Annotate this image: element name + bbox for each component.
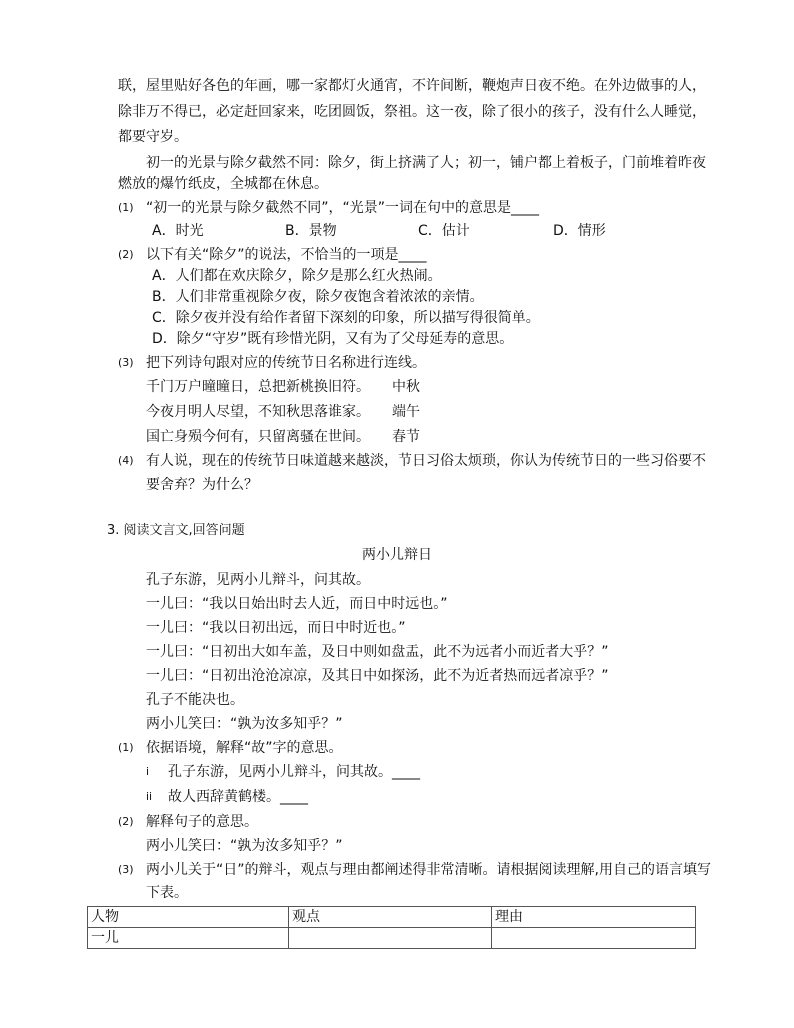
- option-b: B．景物: [285, 223, 337, 239]
- classical-text-line: 孔子不能决也。: [146, 692, 244, 708]
- question-number: (2): [118, 815, 134, 828]
- passage-line: 都要守岁。: [118, 129, 188, 145]
- option-a: A．人们都在欢庆除夕，除夕是那么红火热闹。: [152, 268, 442, 284]
- classical-text-line: 两小儿笑曰：“孰为汝多知乎？”: [146, 716, 343, 732]
- subquestion-2-quote: 两小儿笑曰：“孰为汝多知乎？”: [146, 838, 343, 854]
- subquestion-3-text: 下表。: [146, 885, 188, 901]
- table-header-person: 人物: [88, 907, 289, 928]
- passage-line: 联，屋里贴好各色的年画，哪一家都灯火通宵，不许间断，鞭炮声日夜不绝。在外边做事的人，: [118, 78, 706, 94]
- poem-line: 千门万户曈曈日，总把新桃换旧符。: [146, 379, 370, 395]
- question-number: (1): [118, 741, 134, 754]
- subquestion-3-text: 两小儿关于“日”的辩斗，观点与理由都阐述得非常清晰。请根据阅读理解,用自己的语言填写: [146, 862, 711, 878]
- table-header-viewpoint: 观点: [289, 907, 492, 928]
- classical-text-line: 一儿曰：“我以日始出时去人近，而日中时远也。”: [146, 596, 448, 612]
- festival-name: 春节: [392, 429, 420, 445]
- table-cell-person: 一儿: [88, 928, 289, 949]
- classical-text-line: 一儿曰：“日初出大如车盖，及日中则如盘盂，此不为远者小而近者大乎？”: [146, 644, 609, 660]
- question-number: (3): [118, 356, 134, 369]
- item-mark: ii: [146, 790, 153, 803]
- table-header-reason: 理由: [492, 907, 696, 928]
- classical-text-line: 一儿曰：“日初出沧沧凉凉，及其日中如探汤，此不为近者热而远者凉乎？”: [146, 668, 609, 684]
- passage-line: 燃放的爆竹纸皮，全城都在休息。: [118, 176, 328, 192]
- item-text: 孔子东游，见两小儿辩斗，问其故。____: [168, 764, 420, 780]
- option-d: D．除夕“守岁”既有珍惜光阴，又有为了父母延寿的意思。: [152, 331, 514, 347]
- question-number: (1): [118, 201, 134, 214]
- subquestion-2-text: 解释句子的意思。: [146, 814, 258, 830]
- passage-line: 初一的光景与除夕截然不同：除夕，街上挤满了人；初一，铺户都上着板子，门前堆着昨夜: [146, 155, 706, 171]
- passage-title: 两小儿辩日: [362, 547, 432, 563]
- question-number: (4): [118, 454, 134, 467]
- option-c: C．估计: [418, 223, 470, 239]
- question-4-text: 有人说，现在的传统节日味道越来越淡，节日习俗太烦琐，你认为传统节日的一些习俗要不: [146, 453, 706, 469]
- question-1-text: “初一的光景与除夕截然不同”，“光景”一词在句中的意思是____: [146, 200, 540, 216]
- classical-text-line: 孔子东游，见两小儿辩斗，问其故。: [146, 572, 370, 588]
- festival-name: 中秋: [392, 379, 420, 395]
- question-2-text: 以下有关“除夕”的说法，不恰当的一项是____: [146, 247, 427, 263]
- question-number: (3): [118, 863, 134, 876]
- section-heading: 3. 阅读文言文,回答问题: [107, 523, 245, 538]
- question-4-text: 要舍弃？为什么？: [146, 477, 258, 493]
- answer-table: [87, 906, 696, 949]
- table-row: [88, 928, 696, 949]
- option-d: D．情形: [553, 223, 606, 239]
- festival-name: 端午: [392, 404, 420, 420]
- item-mark: i: [146, 765, 150, 778]
- table-cell-viewpoint[interactable]: [289, 928, 492, 949]
- option-c: C．除夕夜并没有给作者留下深刻的印象，所以描写得很简单。: [152, 310, 540, 326]
- item-text: 故人西辞黄鹤楼。____: [168, 789, 308, 805]
- subquestion-1-text: 依据语境，解释“故”字的意思。: [146, 740, 343, 756]
- option-b: B．人们非常重视除夕夜，除夕夜饱含着浓浓的亲情。: [152, 289, 484, 305]
- question-number: (2): [118, 248, 134, 261]
- question-3-text: 把下列诗句跟对应的传统节日名称进行连线。: [146, 355, 426, 371]
- option-a: A．时光: [152, 223, 204, 239]
- classical-text-line: 一儿曰：“我以日初出远，而日中时近也。”: [146, 620, 406, 636]
- table-header-row: [88, 907, 696, 928]
- table-cell-reason[interactable]: [492, 928, 696, 949]
- passage-line: 除非万不得已，必定赶回家来，吃团圆饭，祭祖。这一夜，除了很小的孩子，没有什么人睡觉，: [118, 104, 706, 120]
- poem-line: 国亡身殒今何有，只留离骚在世间。: [146, 429, 370, 445]
- poem-line: 今夜月明人尽望，不知秋思落谁家。: [146, 404, 370, 420]
